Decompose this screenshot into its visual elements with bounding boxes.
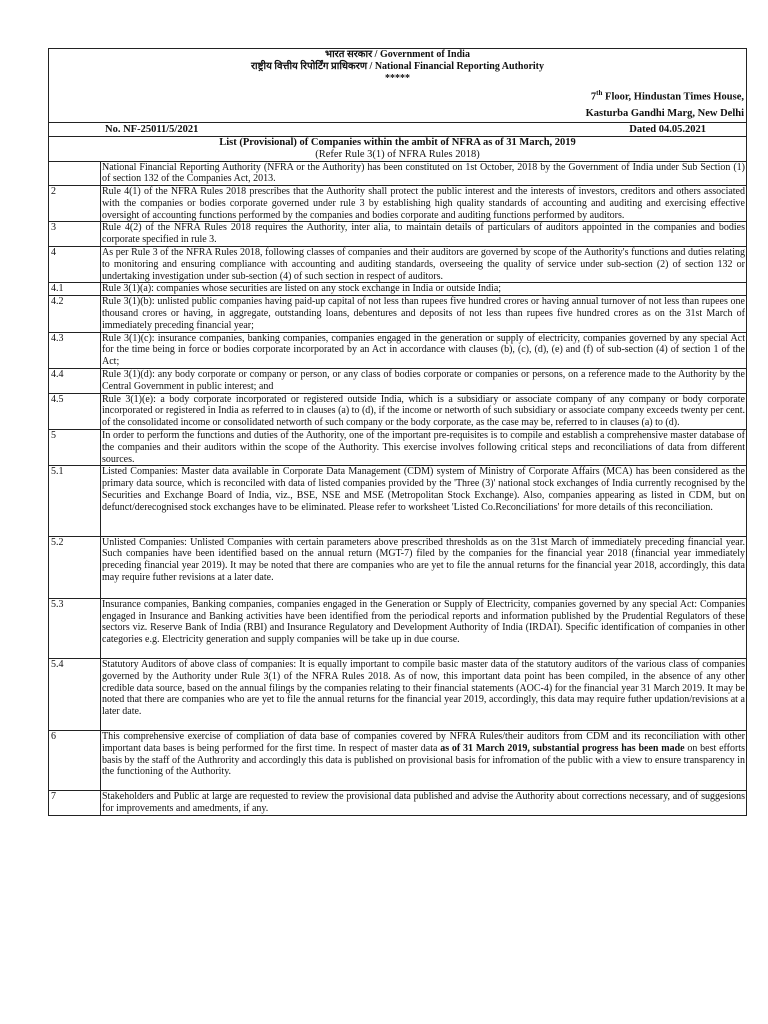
item-number: 7: [49, 791, 101, 816]
item-text: Rule 4(2) of the NFRA Rules 2018 requires the Authority, inter alia, to maintain details of particulars of auditors appointed in the companies and bodies corporate specified in rule 3.: [102, 222, 745, 246]
table-row: [49, 247, 746, 283]
reference-number: No. NF-25011/5/2021: [105, 123, 199, 135]
items-table: [49, 161, 746, 816]
item-text: Stakeholders and Public at large are requested to review the provisional data published and advise the Authority about corrections necessary, and of suggesions for improvements and amedments, if any.: [102, 791, 745, 814]
table-row: [49, 222, 746, 247]
table-row: [49, 296, 746, 332]
document-page: [48, 48, 747, 816]
table-row: [49, 283, 746, 296]
item-number: 5.2: [49, 536, 101, 598]
item-text: Rule 3(1)(e): a body corporate incorporated or registered outside India, which is a subsidiary or associate company of any company or body corporate incorporated or registered in India as referred to in clauses (a) to (d), if the income or networth of such subsidiary or associate company exceeds twenty per cent. of the consolidated income or consolidated networth of such company or the body corporate, as the case may be, referred to in clauses (a) to (d).: [102, 393, 745, 429]
item-text: This comprehensive exercise of compliation of data base of companies covered by NFRA Rules/their auditors from CDM and its reconciliation with other important data bases is being performed for the first time. In respect of master data as of 31 March 2019, substantial progress has been made on best efforts basis by the staff of the Authrority and accordingly this data is published on provisional basis for infromation of the public with a view to ensure transparency in the functioning of the Authority.: [101, 730, 747, 790]
authority-line: राष्ट्रीय वित्तीय रिपोर्टिंग प्राधिकरण / National Financial Reporting Authority: [250, 61, 545, 72]
letterhead: [49, 49, 746, 85]
address-line-2: Kasturba Gandhi Marg, New Delhi: [585, 107, 744, 119]
table-row: [49, 161, 746, 186]
item-number: 4.5: [49, 393, 101, 429]
table-row: [49, 791, 746, 816]
table-row: [49, 393, 746, 429]
table-row: [49, 186, 746, 222]
item-number: [49, 161, 101, 186]
item-text: Statutory Auditors of above class of companies: It is equally important to compile basic master data of the statutory auditors of the various class of companies governed by the Authority under Rule 3(1) of the NFRA Rules 2018. As of now, this important data point has been compiled, in the absence of any other credible data source, based on the annual filings by the companies relating to their financial statements (AOC-4) for the financial year 31 March 2019. It may be noted that there are companies who are yet to file the annual returns for the financial year 2019, accordingly, this data may require futher updation/revisions at a later date.: [101, 658, 747, 730]
government-line: भारत सरकार / Government of India: [325, 49, 470, 60]
item-text: Unlisted Companies: Unlisted Companies with certain parameters above prescribed thresholds as on the 31st March of immediately preceding financial year. Such companies have been identified based on the annual return (MGT-7) filed by the companies for the financial year 2018 (financial year immediately preceding financial year 2019). It may be noted that there are companies who are yet to file the annual returns for the financial year 2018, accordingly, this data may require futher revisions at a later date.: [101, 536, 747, 598]
item-number: 4.3: [49, 332, 101, 368]
address-block: [49, 85, 746, 122]
table-row: [49, 536, 746, 598]
title-main: List (Provisional) of Companies within the ambit of NFRA as of 31 March, 2019: [219, 136, 576, 148]
item-number: 5.3: [49, 598, 101, 658]
item-text: Rule 3(1)(b): unlisted public companies having paid-up capital of not less than rupees five hundred crores or having annual turnover of not less than rupees one thousand crores or having, in aggregate, outstanding loans, debentures and deposits of not less than rupees five hundred crores as on the 31st March of immediately preceding financial year;: [102, 296, 745, 331]
item-number: 5.1: [49, 466, 101, 536]
item-text: Listed Companies: Master data available in Corporate Data Management (CDM) system of Ministry of Corporate Affairs (MCA) has been considered as the primary data source, which is reconciled with data of listed companies provided by the 'Three (3)' national stock exchanges of India currently recognised by the Securities and Exchange Board of India, viz., BSE, NSE and MSE (Metropolitan Stock Exchange). Also, companies appearing as listed in CDM, but on defunct/derecognised stock exchanges have to be eliminated. Please refer to worksheet 'Listed Co.Reconciliations' for more details of this reconciliation.: [101, 466, 747, 536]
table-row: [49, 332, 746, 368]
item-number: 5.4: [49, 658, 101, 730]
reference-date: Dated 04.05.2021: [629, 123, 706, 135]
item-text: Rule 3(1)(c): insurance companies, banking companies, companies engaged in the generation or supply of electricity, companies governed by any special Act for the time being in force or bodies corporate incorporated by an Act in accordance with clauses (b), (c), (d), (e) and (f) of sub-section (4) of section 1 of the Act;: [102, 332, 745, 368]
title-sub: (Refer Rule 3(1) of NFRA Rules 2018): [315, 148, 480, 160]
reference-row: [49, 122, 746, 136]
table-row: [49, 598, 746, 658]
item-number: 4.4: [49, 369, 101, 394]
table-row: [49, 430, 746, 466]
address-line-1: 7th Floor, Hindustan Times House,: [590, 89, 744, 103]
table-row: [49, 466, 746, 536]
item-number: 4: [49, 247, 101, 283]
stars-divider: *****: [385, 73, 410, 84]
item-number: 5: [49, 430, 101, 466]
item-text: Insurance companies, Banking companies, companies engaged in the Generation or Supply of Electricity, companies governed by any special Act: Companies engaged in Insurance and Banking activities have been identified from the periodical reports and information published by the Prudential Regulators of these sectors viz. Reserve Bank of India (RBI) and Insurance Regulatory and Development Authority of India (IRDAI). Specific identification of companies in other categories e.g. Electricity generation and supply companies will be take up in due course.: [101, 598, 747, 658]
item-number: 4.1: [49, 283, 101, 296]
item-text: National Financial Reporting Authority (NFRA or the Authority) has been constituted on 1st October, 2018 by the Government of India under Sub Section (1) of section 132 of the Companies Act, 2013.: [102, 161, 745, 185]
item-text: In order to perform the functions and duties of the Authority, one of the important pre-requisites is to compile and establish a comprehensive master database of the companies and their auditors within the scope of the Authority. This exercise involves following critical steps and reconciliations of data from different sources.: [102, 430, 745, 465]
table-row: [49, 369, 746, 394]
item-number: 4.2: [49, 296, 101, 332]
table-row: [49, 658, 746, 730]
item-number: 3: [49, 222, 101, 247]
item-number: 6: [49, 730, 101, 790]
document-title: [49, 136, 746, 161]
item-number: 2: [49, 186, 101, 222]
item-text: Rule 4(1) of the NFRA Rules 2018 prescribes that the Authority shall protect the public interest and the interests of investors, creditors and others associated with the companies or bodies corporate governed under rule 3 by establishing high quality standards of accounting and auditing and exercising effective oversight of accounting functions performed by the companies and bodies corporate and auditing functions performed by auditors.: [102, 186, 745, 221]
item-text: Rule 3(1)(d): any body corporate or company or person, or any class of bodies corporate or companies or persons, on a reference made to the Authority by the Central Government in public interest; and: [102, 369, 745, 392]
item-text: As per Rule 3 of the NFRA Rules 2018, following classes of companies and their auditors are governed by scope of the Authority's functions and duties relating to monitoring and ensuring compliance with accounting and auditing standards, overseeing the quality of service under sub-section (2) of section 132 or undertaking investigation under sub-section (4) of such section in respect of auditors.: [102, 247, 745, 282]
item-text: Rule 3(1)(a): companies whose securities are listed on any stock exchange in India or outside India;: [101, 283, 747, 296]
item-text-emphasis: as of 31 March 2019, substantial progress has been made: [440, 742, 685, 754]
table-row: [49, 730, 746, 790]
